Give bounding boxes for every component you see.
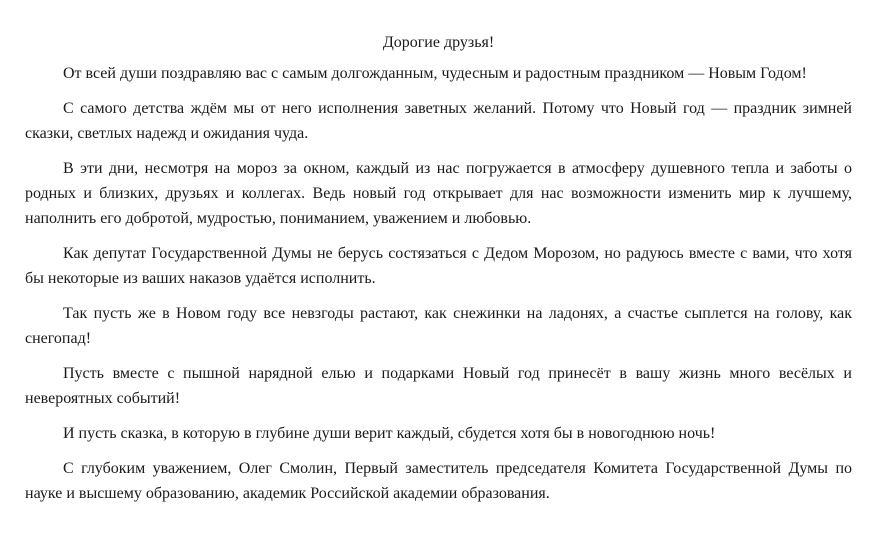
paragraph-childhood: С самого детства ждём мы от него исполнения заветных желаний. Потому что Новый год — праздник зимней сказки, светлых надежд и ожидания чуда.: [25, 100, 852, 142]
letter-greeting: Дорогие друзья!: [382, 34, 495, 51]
paragraph-snowflakes: Так пусть же в Новом году все невзгоды растают, как снежинки на ладонях, а счастье сыплется на голову, как снегопад!: [25, 305, 852, 347]
paragraph-signature: С глубоким уважением, Олег Смолин, Первый заместитель председателя Комитета Государственной Думы по науке и высшему образованию, академик Российской академии образования.: [25, 460, 852, 502]
paragraph-fairytale: И пусть сказка, в которую в глубине души верит каждый, сбудется хотя бы в новогоднюю ночь!: [63, 425, 716, 442]
paragraph-warmth: В эти дни, несмотря на мороз за окном, каждый из нас погружается в атмосферу душевного тепла и заботы о родных и близких, друзьях и коллегах. Ведь новый год открывает для нас возможности изменить мир к лучшему, наполнить его добротой, мудростью, пониманием, уважением и любовью.: [25, 160, 852, 227]
letter-body: [25, 30, 852, 516]
paragraph-deputy: Как депутат Государственной Думы не берусь состязаться с Дедом Морозом, но радуюсь вместе с вами, что хотя бы некоторые из ваших наказов удаётся исполнить.: [25, 245, 852, 287]
paragraph-congratulation: От всей души поздравляю вас с самым долгожданным, чудесным и радостным праздником — Новым Годом!: [63, 65, 807, 82]
paragraph-events: Пусть вместе с пышной нарядной елью и подарками Новый год принесёт в вашу жизнь много весёлых и невероятных событий!: [25, 365, 852, 407]
